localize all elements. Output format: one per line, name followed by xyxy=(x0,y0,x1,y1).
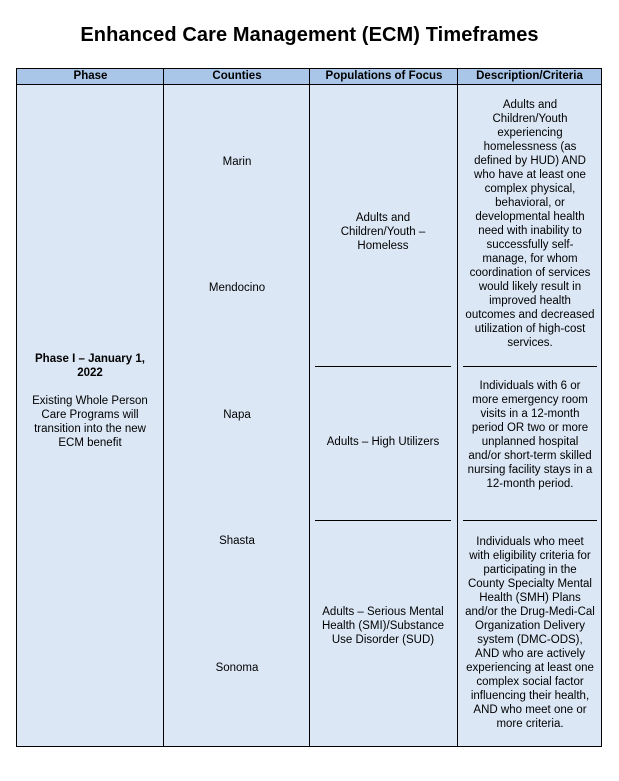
county-sonoma: Sonoma xyxy=(215,662,259,674)
county-shasta: Shasta xyxy=(219,535,255,547)
timeframes-table xyxy=(16,68,602,747)
col-header-criteria: Description/Criteria xyxy=(476,70,583,82)
phase-heading: Phase I – January 1, 2022 xyxy=(35,353,145,379)
population-cell: Adults and Children/Youth – Homeless xyxy=(340,212,426,252)
column-divider xyxy=(457,69,458,746)
row-divider xyxy=(463,520,597,521)
column-divider xyxy=(309,69,310,746)
county-marin: Marin xyxy=(222,156,252,168)
criteria-cell: Individuals who meet with eligibility criteria for participating in the County Specialty Mental Health (SMH) Plans and/or the Drug-Medi-Cal Organization Delivery system (DMC-ODS), AND who are actively experiencing at least one complex social factor influencing their health, AND who meet one or more criteria. xyxy=(465,536,595,730)
county-mendocino: Mendocino xyxy=(208,282,266,294)
col-header-populations: Populations of Focus xyxy=(325,70,443,82)
phase-note: Existing Whole Person Care Programs will transition into the new ECM benefit xyxy=(32,395,148,449)
criteria-cell: Adults and Children/Youth experiencing homelessness (as defined by HUD) AND who have at least one complex physical, behavioral, or developmental health need with inability to successfully self-manage, for whom coordination of services would likely result in improved health outcomes and decreased utilization of high-cost services. xyxy=(465,99,595,349)
row-divider xyxy=(315,366,451,367)
column-divider xyxy=(163,69,164,746)
population-cell: Adults – Serious Mental Health (SMI)/Substance Use Disorder (SUD) xyxy=(321,606,445,646)
col-header-counties: Counties xyxy=(212,70,262,82)
row-divider xyxy=(315,520,451,521)
criteria-cell: Individuals with 6 or more emergency room visits in a 12-month period OR two or more unplanned hospital and/or short-term skilled nursing facility stays in a 12-month period. xyxy=(467,380,593,490)
phase-cell xyxy=(25,352,155,450)
population-cell: Adults – High Utilizers xyxy=(326,436,440,448)
row-divider xyxy=(463,366,597,367)
page-title: Enhanced Care Management (ECM) Timeframes xyxy=(80,24,539,46)
col-header-phase: Phase xyxy=(73,70,108,82)
county-napa: Napa xyxy=(223,409,251,421)
